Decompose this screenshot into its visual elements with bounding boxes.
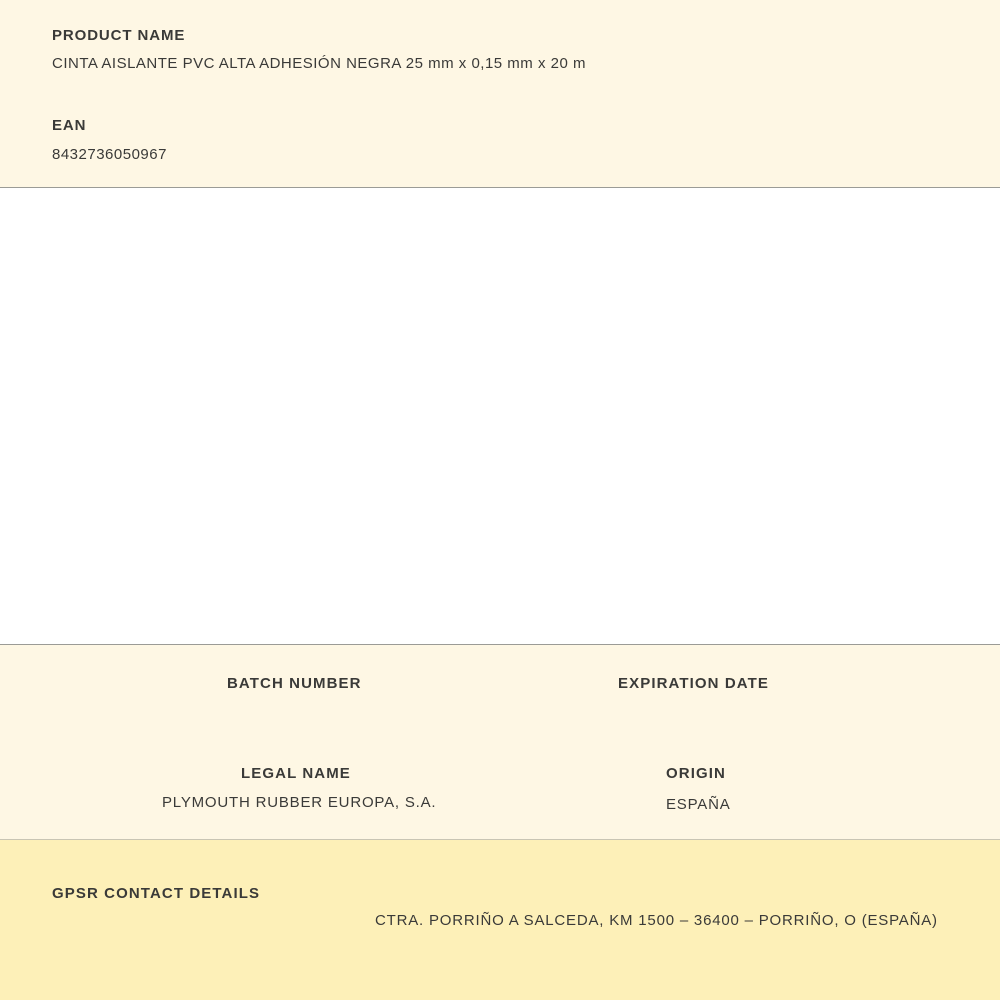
gpsr-label: GPSR CONTACT DETAILS [52,885,261,902]
legal-name-label: LEGAL NAME [241,765,351,782]
gpsr-value: CTRA. PORRIÑO A SALCEDA, KM 1500 – 36400 – PORRIÑO, O (ESPAÑA) [375,912,938,929]
product-name-value: CINTA AISLANTE PVC ALTA ADHESIÓN NEGRA 25 mm x 0,15 mm x 20 m [52,55,586,72]
ean-value: 8432736050967 [52,146,167,163]
origin-value: ESPAÑA [666,796,731,813]
batch-number-label: BATCH NUMBER [227,675,362,692]
gpsr-section [0,840,1000,1000]
product-name-label: PRODUCT NAME [52,27,186,44]
legal-name-value: PLYMOUTH RUBBER EUROPA, S.A. [162,794,437,811]
origin-label: ORIGIN [666,765,726,782]
expiration-date-label: EXPIRATION DATE [618,675,769,692]
batch-legal-section [0,645,1000,840]
ean-label: EAN [52,117,87,134]
blank-content-area [0,188,1000,645]
product-header-section [0,0,1000,188]
